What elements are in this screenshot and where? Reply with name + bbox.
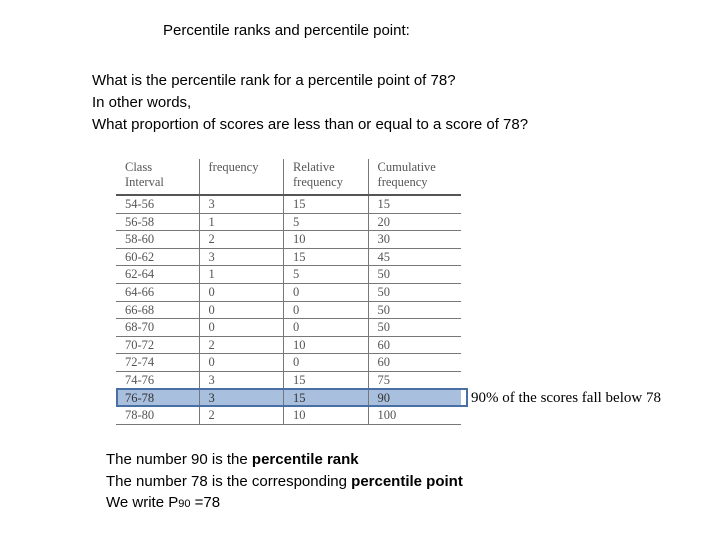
- cell-relative-frequency: 10: [284, 231, 369, 249]
- table-body: [116, 195, 461, 424]
- cell-relative-frequency: 5: [284, 213, 369, 231]
- table-row: [116, 213, 461, 231]
- note-term-percentile-point: percentile point: [351, 472, 463, 490]
- cell-frequency: 1: [199, 266, 284, 284]
- cell-cumulative-frequency: 30: [368, 231, 461, 249]
- cell-class-interval: 74-76: [116, 371, 199, 389]
- table-row: [116, 354, 461, 372]
- header-line: frequency: [377, 175, 428, 189]
- cell-relative-frequency: 15: [284, 389, 369, 407]
- cell-cumulative-frequency: 15: [368, 195, 461, 213]
- table-row: [116, 301, 461, 319]
- cell-class-interval: 54-56: [116, 195, 199, 213]
- cell-class-interval: 78-80: [116, 407, 199, 425]
- note-text: We write: [106, 494, 169, 511]
- table-row: [116, 336, 461, 354]
- cell-relative-frequency: 15: [284, 248, 369, 266]
- note-line-3: [106, 492, 463, 516]
- note-text: =78: [190, 494, 221, 511]
- header-line: Class: [125, 160, 153, 174]
- table-row: [116, 248, 461, 266]
- header-line: frequency: [208, 160, 259, 174]
- cell-frequency: 0: [199, 319, 284, 337]
- note-line-1: [106, 449, 463, 471]
- table-row: [116, 266, 461, 284]
- header-cumulative-frequency: [368, 159, 461, 195]
- note-term-percentile-rank: percentile rank: [251, 451, 359, 468]
- cell-frequency: 0: [199, 283, 284, 301]
- table-row: [116, 195, 461, 213]
- notes-block: [106, 449, 463, 516]
- cell-frequency: 3: [199, 248, 284, 266]
- cell-class-interval: 64-66: [116, 283, 199, 301]
- header-relative-frequency: [284, 159, 369, 195]
- question-block: [92, 70, 528, 136]
- cell-relative-frequency: 0: [284, 301, 369, 319]
- percentile-annotation: 90% of the scores fall below 78: [471, 390, 661, 406]
- note-symbol-p: P: [168, 494, 179, 511]
- header-frequency: [199, 159, 284, 195]
- cell-relative-frequency: 10: [284, 407, 369, 425]
- cell-cumulative-frequency: 60: [368, 354, 461, 372]
- header-line: frequency: [293, 175, 343, 189]
- question-line-2: In other words,: [92, 94, 192, 111]
- header-line: Interval: [125, 175, 164, 189]
- cell-class-interval: 56-58: [116, 213, 199, 231]
- note-text: The number 90 is the: [106, 451, 252, 468]
- table-row: [116, 389, 461, 407]
- cell-class-interval: 70-72: [116, 336, 199, 354]
- table-row: [116, 371, 461, 389]
- cell-relative-frequency: 0: [284, 319, 369, 337]
- cell-frequency: 1: [199, 213, 284, 231]
- header-line: Cumulative: [377, 160, 436, 174]
- cell-cumulative-frequency: 60: [368, 336, 461, 354]
- question-line-3: What proportion of scores are less than or equal to a score of 78?: [92, 116, 529, 133]
- table-row: [116, 407, 461, 425]
- note-line-2: [106, 471, 463, 493]
- cell-class-interval: 58-60: [116, 231, 199, 249]
- header-line: Relative: [293, 160, 335, 174]
- cell-cumulative-frequency: 50: [368, 283, 461, 301]
- frequency-table: [116, 159, 461, 425]
- cell-class-interval: 66-68: [116, 301, 199, 319]
- cell-frequency: 2: [199, 407, 284, 425]
- cell-class-interval: 76-78: [116, 389, 199, 407]
- cell-relative-frequency: 0: [284, 283, 369, 301]
- cell-frequency: 2: [199, 336, 284, 354]
- cell-class-interval: 68-70: [116, 319, 199, 337]
- table-row: [116, 319, 461, 337]
- cell-frequency: 3: [199, 195, 284, 213]
- cell-frequency: 2: [199, 231, 284, 249]
- cell-relative-frequency: 5: [284, 266, 369, 284]
- cell-class-interval: 62-64: [116, 266, 199, 284]
- note-text: The number 78 is the corresponding: [106, 472, 352, 490]
- cell-class-interval: 72-74: [116, 354, 199, 372]
- cell-cumulative-frequency: 45: [368, 248, 461, 266]
- frequency-table-container: [116, 159, 461, 425]
- cell-cumulative-frequency: 50: [368, 266, 461, 284]
- cell-cumulative-frequency: 20: [368, 213, 461, 231]
- cell-frequency: 0: [199, 301, 284, 319]
- cell-frequency: 3: [199, 389, 284, 407]
- table-row: [116, 283, 461, 301]
- cell-cumulative-frequency: 50: [368, 301, 461, 319]
- cell-cumulative-frequency: 75: [368, 371, 461, 389]
- cell-relative-frequency: 15: [284, 195, 369, 213]
- cell-relative-frequency: 0: [284, 354, 369, 372]
- cell-cumulative-frequency: 50: [368, 319, 461, 337]
- cell-relative-frequency: 10: [284, 336, 369, 354]
- question-line-1: What is the percentile rank for a percentile point of 78?: [92, 72, 456, 89]
- table-header-row: [116, 159, 461, 195]
- cell-cumulative-frequency: 90: [368, 389, 461, 407]
- header-class-interval: [116, 159, 199, 195]
- page-title: Percentile ranks and percentile point:: [163, 22, 410, 39]
- cell-frequency: 0: [199, 354, 284, 372]
- note-subscript: 90: [178, 498, 191, 510]
- cell-cumulative-frequency: 100: [368, 407, 461, 425]
- cell-class-interval: 60-62: [116, 248, 199, 266]
- cell-relative-frequency: 15: [284, 371, 369, 389]
- table-row: [116, 231, 461, 249]
- cell-frequency: 3: [199, 371, 284, 389]
